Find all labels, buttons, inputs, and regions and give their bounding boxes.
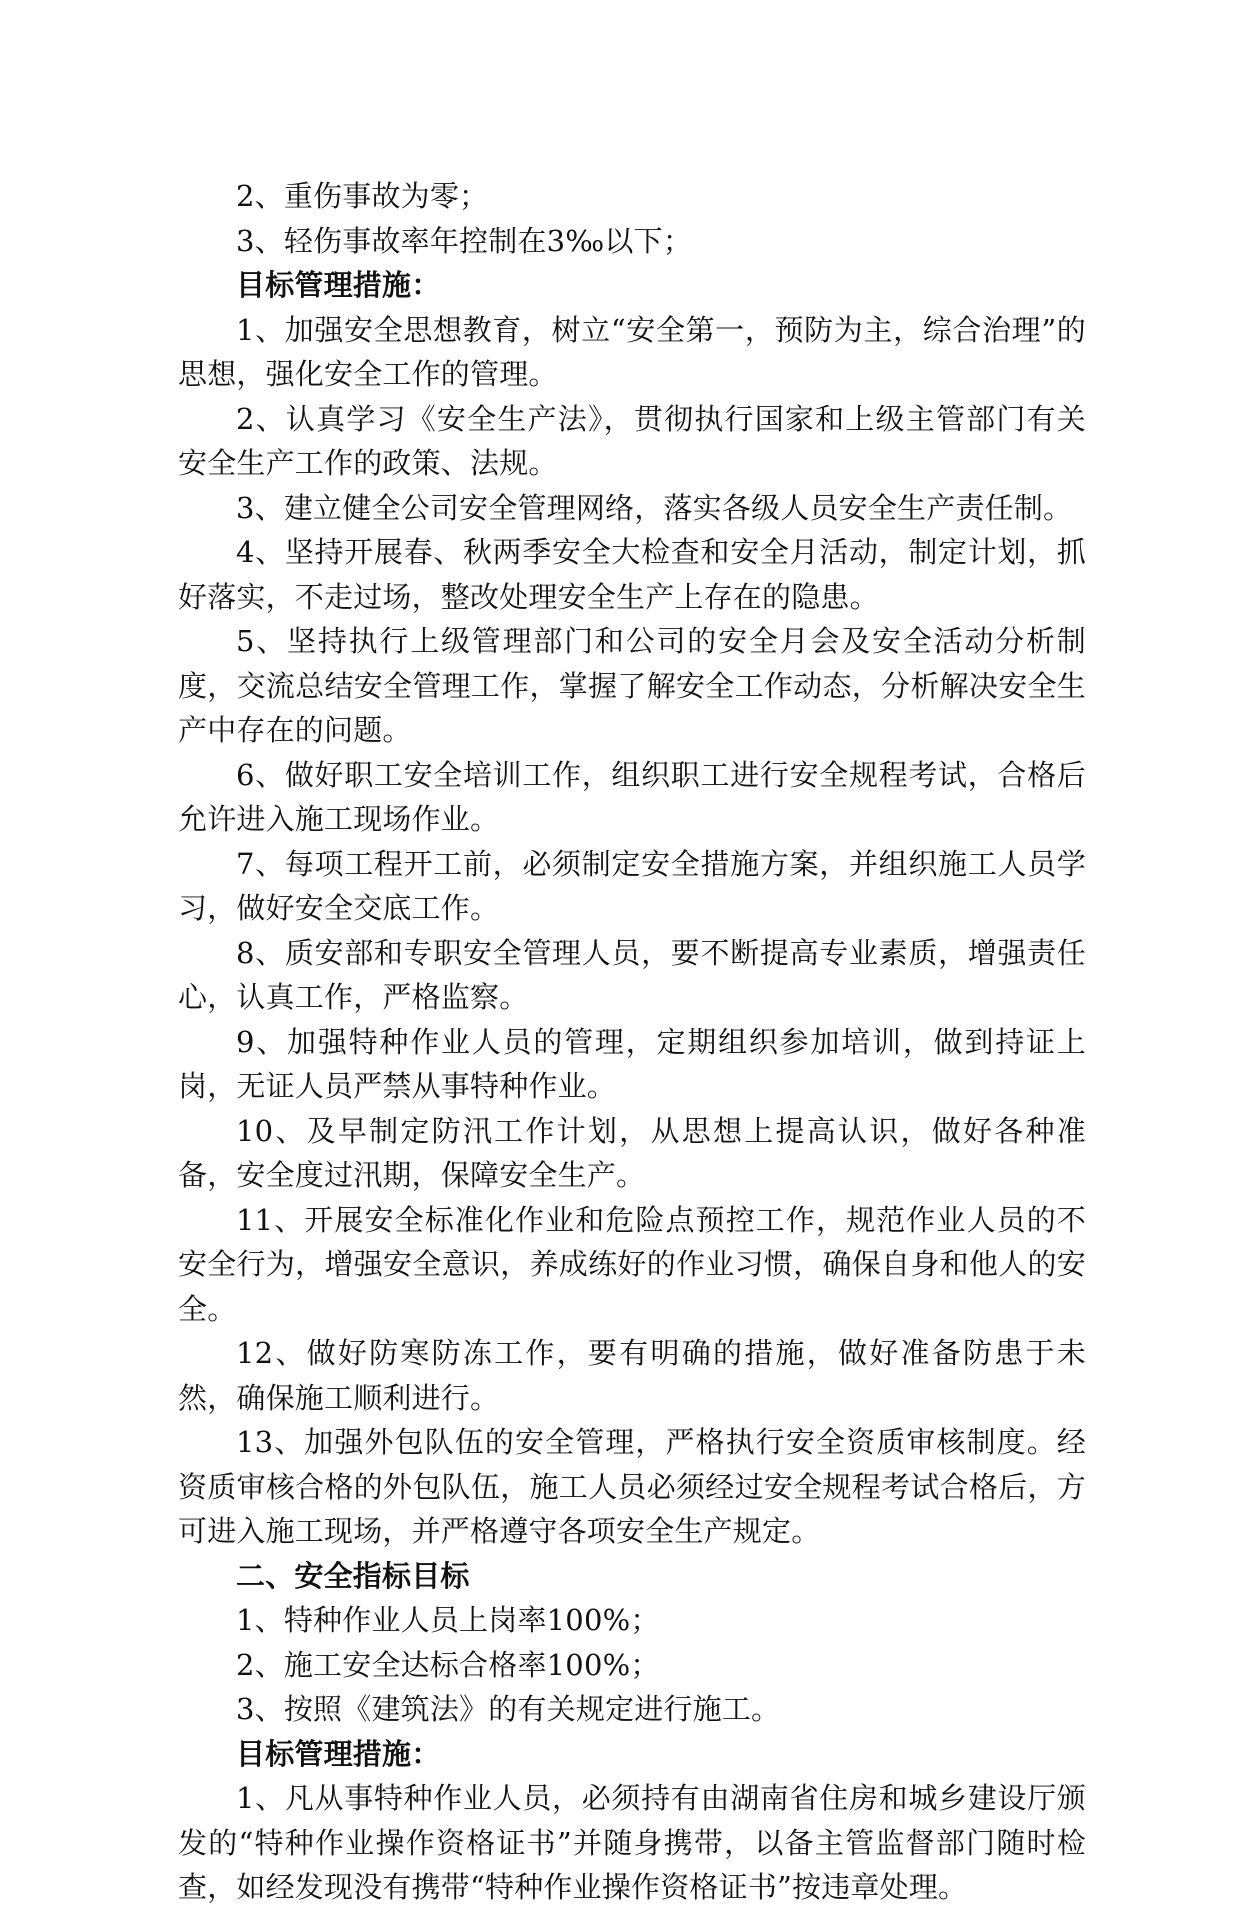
paragraph-measure-4: 4、坚持开展春、秋两季安全大检查和安全月活动，制定计划，抓好落实，不走过场，整改处理安全生产上存在的隐患。: [178, 535, 1086, 614]
paragraph-target-1: 1、特种作业人员上岗率100%；: [236, 1603, 660, 1637]
paragraph-item-3-minor-injury: 3、轻伤事故率年控制在3‰以下；: [236, 223, 693, 258]
document-body: [178, 174, 1086, 1910]
paragraph-measure-13: 13、加强外包队伍的安全管理，严格执行安全资质审核制度。经资质审核合格的外包队伍，施工人员必须经过安全规程考试合格后，方可进入施工现场，并严格遵守各项安全生产规定。: [178, 1425, 1086, 1548]
paragraph-item-2-serious-injury: 2、重伤事故为零；: [236, 179, 489, 213]
paragraph-measure-b1: 1、凡从事特种作业人员，必须持有由湖南省住房和城乡建设厅颁发的“特种作业操作资格证书”并随身携带，以备主管监督部门随时检查，如经发现没有携带“特种作业操作资格证书”按违章处理。: [178, 1781, 1086, 1904]
paragraph-measure-10: 10、及早制定防汛工作计划，从思想上提高认识，做好各种准备，安全度过汛期，保障安全生产。: [178, 1113, 1086, 1192]
paragraph-measure-8: 8、质安部和专职安全管理人员，要不断提高专业素质，增强责任心，认真工作，严格监察。: [178, 935, 1086, 1014]
section-heading-safety-targets: 二、安全指标目标: [236, 1558, 470, 1593]
paragraph-target-3: 3、按照《建筑法》的有关规定进行施工。: [236, 1692, 781, 1726]
paragraph-measure-7: 7、每项工程开工前，必须制定安全措施方案，并组织施工人员学习，做好安全交底工作。: [178, 846, 1086, 925]
paragraph-measure-1: 1、加强安全思想教育，树立“安全第一，预防为主，综合治理”的思想，强化安全工作的管理。: [178, 312, 1086, 391]
section-heading-measures: 目标管理措施：: [236, 268, 441, 302]
paragraph-measure-2: 2、认真学习《安全生产法》，贯彻执行国家和上级主管部门有关安全生产工作的政策、法规。: [178, 401, 1086, 480]
paragraph-target-2: 2、施工安全达标合格率100%；: [236, 1647, 660, 1682]
paragraph-measure-6: 6、做好职工安全培训工作，组织职工进行安全规程考试，合格后允许进入施工现场作业。: [178, 757, 1086, 836]
paragraph-measure-9: 9、加强特种作业人员的管理，定期组织参加培训，做到持证上岗，无证人员严禁从事特种作业。: [178, 1024, 1086, 1103]
paragraph-measure-3: 3、建立健全公司安全管理网络，落实各级人员安全生产责任制。: [236, 490, 1073, 525]
section-heading-measures-2: 目标管理措施：: [236, 1736, 441, 1771]
paragraph-measure-12: 12、做好防寒防冻工作，要有明确的措施，做好准备防患于未然，确保施工顺利进行。: [178, 1336, 1086, 1415]
paragraph-measure-5: 5、坚持执行上级管理部门和公司的安全月会及安全活动分析制度，交流总结安全管理工作，掌握了解安全工作动态，分析解决安全生产中存在的问题。: [178, 624, 1086, 747]
paragraph-measure-11: 11、开展安全标准化作业和危险点预控工作，规范作业人员的不安全行为，增强安全意识，养成练好的作业习惯，确保自身和他人的安全。: [178, 1202, 1086, 1326]
